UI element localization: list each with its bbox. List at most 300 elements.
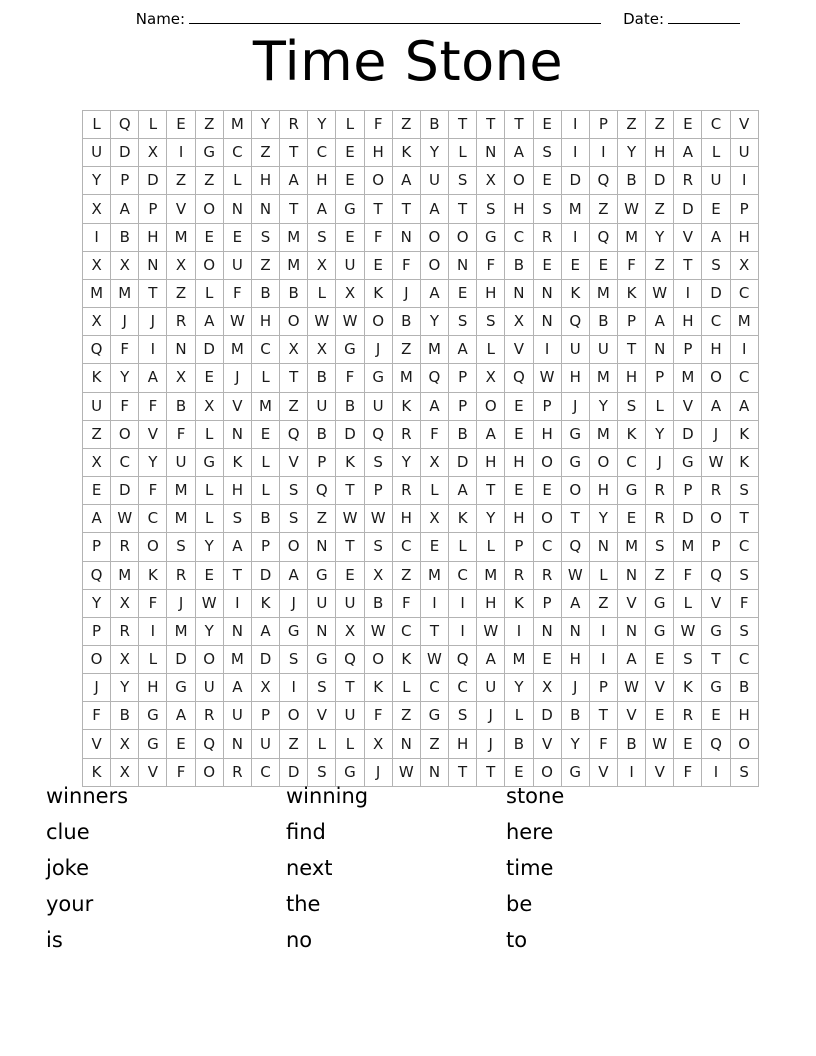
- grid-cell[interactable]: G: [702, 617, 730, 645]
- grid-cell[interactable]: W: [533, 364, 561, 392]
- word-list-item[interactable]: to: [506, 928, 528, 952]
- grid-cell[interactable]: N: [617, 561, 645, 589]
- grid-cell[interactable]: C: [251, 758, 279, 786]
- grid-cell[interactable]: B: [617, 167, 645, 195]
- grid-cell[interactable]: O: [195, 758, 223, 786]
- grid-cell[interactable]: F: [223, 279, 251, 307]
- grid-cell[interactable]: S: [364, 533, 392, 561]
- grid-cell[interactable]: P: [139, 195, 167, 223]
- grid-cell[interactable]: J: [477, 702, 505, 730]
- grid-cell[interactable]: D: [139, 167, 167, 195]
- grid-cell[interactable]: F: [392, 589, 420, 617]
- grid-cell[interactable]: F: [420, 420, 448, 448]
- grid-cell[interactable]: I: [139, 617, 167, 645]
- grid-cell[interactable]: V: [674, 392, 702, 420]
- grid-cell[interactable]: A: [674, 139, 702, 167]
- grid-cell[interactable]: G: [364, 364, 392, 392]
- grid-cell[interactable]: Q: [420, 364, 448, 392]
- grid-cell[interactable]: W: [702, 448, 730, 476]
- grid-cell[interactable]: A: [83, 505, 111, 533]
- grid-cell[interactable]: Q: [561, 308, 589, 336]
- grid-cell[interactable]: Y: [111, 674, 139, 702]
- grid-cell[interactable]: B: [111, 702, 139, 730]
- grid-cell[interactable]: W: [336, 308, 364, 336]
- grid-cell[interactable]: E: [646, 645, 674, 673]
- word-list-item[interactable]: joke: [46, 856, 90, 880]
- grid-cell[interactable]: R: [392, 420, 420, 448]
- grid-cell[interactable]: S: [223, 505, 251, 533]
- grid-cell[interactable]: A: [477, 645, 505, 673]
- grid-cell[interactable]: Y: [111, 364, 139, 392]
- grid-cell[interactable]: L: [392, 674, 420, 702]
- grid-cell[interactable]: X: [83, 195, 111, 223]
- grid-cell[interactable]: Y: [561, 730, 589, 758]
- grid-cell[interactable]: T: [336, 674, 364, 702]
- grid-cell[interactable]: L: [505, 702, 533, 730]
- grid-cell[interactable]: P: [449, 392, 477, 420]
- grid-cell[interactable]: S: [308, 223, 336, 251]
- grid-cell[interactable]: O: [533, 758, 561, 786]
- grid-cell[interactable]: U: [336, 702, 364, 730]
- grid-cell[interactable]: X: [420, 505, 448, 533]
- grid-cell[interactable]: H: [251, 167, 279, 195]
- grid-cell[interactable]: L: [589, 561, 617, 589]
- grid-cell[interactable]: O: [195, 195, 223, 223]
- grid-cell[interactable]: B: [251, 279, 279, 307]
- grid-cell[interactable]: U: [251, 730, 279, 758]
- grid-cell[interactable]: A: [111, 195, 139, 223]
- grid-cell[interactable]: L: [195, 477, 223, 505]
- grid-cell[interactable]: R: [646, 505, 674, 533]
- grid-cell[interactable]: Z: [392, 561, 420, 589]
- grid-cell[interactable]: A: [646, 308, 674, 336]
- grid-cell[interactable]: M: [420, 561, 448, 589]
- grid-cell[interactable]: M: [617, 223, 645, 251]
- grid-cell[interactable]: K: [139, 561, 167, 589]
- grid-cell[interactable]: H: [561, 364, 589, 392]
- grid-cell[interactable]: F: [364, 223, 392, 251]
- grid-cell[interactable]: J: [280, 589, 308, 617]
- grid-cell[interactable]: C: [223, 139, 251, 167]
- grid-cell[interactable]: O: [533, 505, 561, 533]
- grid-cell[interactable]: O: [280, 308, 308, 336]
- grid-cell[interactable]: T: [336, 477, 364, 505]
- grid-cell[interactable]: P: [589, 111, 617, 139]
- word-list-item[interactable]: next: [286, 856, 333, 880]
- grid-cell[interactable]: D: [533, 702, 561, 730]
- grid-cell[interactable]: G: [195, 448, 223, 476]
- grid-cell[interactable]: U: [336, 589, 364, 617]
- grid-cell[interactable]: E: [505, 477, 533, 505]
- grid-cell[interactable]: T: [477, 111, 505, 139]
- grid-cell[interactable]: E: [195, 561, 223, 589]
- grid-cell[interactable]: I: [420, 589, 448, 617]
- grid-cell[interactable]: E: [702, 702, 730, 730]
- grid-cell[interactable]: C: [392, 617, 420, 645]
- grid-cell[interactable]: G: [561, 448, 589, 476]
- grid-cell[interactable]: M: [223, 111, 251, 139]
- grid-cell[interactable]: C: [505, 223, 533, 251]
- grid-cell[interactable]: Y: [139, 448, 167, 476]
- grid-cell[interactable]: V: [223, 392, 251, 420]
- grid-cell[interactable]: Y: [646, 420, 674, 448]
- grid-cell[interactable]: F: [139, 392, 167, 420]
- grid-cell[interactable]: N: [167, 336, 195, 364]
- grid-cell[interactable]: B: [308, 420, 336, 448]
- grid-cell[interactable]: W: [617, 674, 645, 702]
- grid-cell[interactable]: Q: [364, 420, 392, 448]
- grid-cell[interactable]: S: [702, 251, 730, 279]
- grid-cell[interactable]: L: [139, 111, 167, 139]
- grid-cell[interactable]: P: [364, 477, 392, 505]
- grid-cell[interactable]: Y: [505, 674, 533, 702]
- grid-cell[interactable]: Y: [646, 223, 674, 251]
- grid-cell[interactable]: F: [617, 251, 645, 279]
- grid-cell[interactable]: R: [646, 477, 674, 505]
- grid-cell[interactable]: G: [646, 617, 674, 645]
- grid-cell[interactable]: I: [167, 139, 195, 167]
- grid-cell[interactable]: U: [83, 139, 111, 167]
- grid-cell[interactable]: F: [730, 589, 758, 617]
- grid-cell[interactable]: X: [730, 251, 758, 279]
- grid-cell[interactable]: X: [477, 364, 505, 392]
- grid-cell[interactable]: H: [308, 167, 336, 195]
- grid-cell[interactable]: S: [280, 505, 308, 533]
- grid-cell[interactable]: A: [392, 167, 420, 195]
- grid-cell[interactable]: M: [730, 308, 758, 336]
- grid-cell[interactable]: M: [167, 477, 195, 505]
- grid-cell[interactable]: I: [139, 336, 167, 364]
- grid-cell[interactable]: D: [336, 420, 364, 448]
- grid-cell[interactable]: I: [617, 758, 645, 786]
- grid-cell[interactable]: D: [111, 477, 139, 505]
- grid-cell[interactable]: M: [280, 251, 308, 279]
- grid-cell[interactable]: N: [561, 617, 589, 645]
- grid-cell[interactable]: L: [251, 477, 279, 505]
- grid-cell[interactable]: Q: [83, 561, 111, 589]
- grid-cell[interactable]: X: [420, 448, 448, 476]
- grid-cell[interactable]: M: [561, 195, 589, 223]
- date-input-line[interactable]: [668, 9, 740, 24]
- grid-cell[interactable]: D: [674, 195, 702, 223]
- grid-cell[interactable]: D: [702, 279, 730, 307]
- grid-cell[interactable]: I: [561, 223, 589, 251]
- grid-cell[interactable]: A: [505, 139, 533, 167]
- grid-cell[interactable]: C: [111, 448, 139, 476]
- grid-cell[interactable]: F: [336, 364, 364, 392]
- grid-cell[interactable]: I: [280, 674, 308, 702]
- grid-cell[interactable]: Z: [646, 561, 674, 589]
- grid-cell[interactable]: R: [195, 702, 223, 730]
- grid-cell[interactable]: P: [83, 617, 111, 645]
- grid-cell[interactable]: S: [674, 645, 702, 673]
- grid-cell[interactable]: I: [730, 336, 758, 364]
- grid-cell[interactable]: L: [449, 139, 477, 167]
- grid-cell[interactable]: S: [730, 561, 758, 589]
- grid-cell[interactable]: E: [505, 392, 533, 420]
- grid-cell[interactable]: X: [364, 561, 392, 589]
- grid-cell[interactable]: E: [617, 505, 645, 533]
- grid-cell[interactable]: G: [167, 674, 195, 702]
- grid-cell[interactable]: B: [336, 392, 364, 420]
- grid-cell[interactable]: L: [702, 139, 730, 167]
- grid-cell[interactable]: U: [83, 392, 111, 420]
- grid-cell[interactable]: Z: [392, 111, 420, 139]
- grid-cell[interactable]: R: [223, 758, 251, 786]
- grid-cell[interactable]: D: [280, 758, 308, 786]
- grid-cell[interactable]: G: [617, 477, 645, 505]
- grid-cell[interactable]: O: [730, 730, 758, 758]
- grid-cell[interactable]: K: [392, 645, 420, 673]
- grid-cell[interactable]: F: [392, 251, 420, 279]
- grid-cell[interactable]: J: [561, 674, 589, 702]
- grid-cell[interactable]: L: [195, 279, 223, 307]
- grid-cell[interactable]: M: [280, 223, 308, 251]
- grid-cell[interactable]: I: [702, 758, 730, 786]
- grid-cell[interactable]: N: [308, 617, 336, 645]
- grid-cell[interactable]: Z: [392, 702, 420, 730]
- grid-cell[interactable]: J: [702, 420, 730, 448]
- grid-cell[interactable]: L: [195, 505, 223, 533]
- grid-cell[interactable]: O: [449, 223, 477, 251]
- grid-cell[interactable]: K: [449, 505, 477, 533]
- word-list-item[interactable]: the: [286, 892, 321, 916]
- grid-cell[interactable]: O: [83, 645, 111, 673]
- grid-cell[interactable]: R: [111, 533, 139, 561]
- grid-cell[interactable]: B: [364, 589, 392, 617]
- grid-cell[interactable]: A: [420, 195, 448, 223]
- grid-cell[interactable]: N: [533, 279, 561, 307]
- grid-cell[interactable]: W: [223, 308, 251, 336]
- grid-cell[interactable]: C: [702, 308, 730, 336]
- grid-cell[interactable]: E: [505, 758, 533, 786]
- grid-cell[interactable]: M: [223, 645, 251, 673]
- grid-cell[interactable]: X: [139, 139, 167, 167]
- grid-cell[interactable]: F: [167, 420, 195, 448]
- grid-cell[interactable]: N: [646, 336, 674, 364]
- grid-cell[interactable]: X: [167, 251, 195, 279]
- grid-cell[interactable]: M: [589, 364, 617, 392]
- grid-cell[interactable]: G: [308, 645, 336, 673]
- grid-cell[interactable]: F: [364, 111, 392, 139]
- grid-cell[interactable]: E: [533, 477, 561, 505]
- grid-cell[interactable]: D: [646, 167, 674, 195]
- grid-cell[interactable]: C: [308, 139, 336, 167]
- grid-cell[interactable]: Q: [336, 645, 364, 673]
- grid-cell[interactable]: A: [167, 702, 195, 730]
- grid-cell[interactable]: Z: [617, 111, 645, 139]
- grid-cell[interactable]: X: [111, 730, 139, 758]
- grid-cell[interactable]: L: [477, 336, 505, 364]
- grid-cell[interactable]: B: [589, 308, 617, 336]
- grid-cell[interactable]: O: [589, 448, 617, 476]
- grid-cell[interactable]: W: [617, 195, 645, 223]
- grid-cell[interactable]: I: [223, 589, 251, 617]
- grid-cell[interactable]: V: [617, 702, 645, 730]
- grid-cell[interactable]: G: [646, 589, 674, 617]
- grid-cell[interactable]: X: [336, 279, 364, 307]
- grid-cell[interactable]: N: [533, 308, 561, 336]
- grid-cell[interactable]: Q: [589, 223, 617, 251]
- grid-cell[interactable]: B: [167, 392, 195, 420]
- grid-cell[interactable]: X: [83, 251, 111, 279]
- grid-cell[interactable]: Q: [308, 477, 336, 505]
- grid-cell[interactable]: H: [449, 730, 477, 758]
- grid-cell[interactable]: H: [477, 448, 505, 476]
- grid-cell[interactable]: T: [223, 561, 251, 589]
- grid-cell[interactable]: V: [646, 758, 674, 786]
- grid-cell[interactable]: P: [617, 308, 645, 336]
- grid-cell[interactable]: J: [392, 279, 420, 307]
- grid-cell[interactable]: B: [420, 111, 448, 139]
- grid-cell[interactable]: M: [251, 392, 279, 420]
- grid-cell[interactable]: O: [561, 477, 589, 505]
- grid-cell[interactable]: C: [449, 561, 477, 589]
- grid-cell[interactable]: K: [730, 420, 758, 448]
- grid-cell[interactable]: M: [392, 364, 420, 392]
- grid-cell[interactable]: M: [617, 533, 645, 561]
- grid-cell[interactable]: E: [449, 279, 477, 307]
- grid-cell[interactable]: L: [195, 420, 223, 448]
- grid-cell[interactable]: Y: [308, 111, 336, 139]
- grid-cell[interactable]: G: [308, 561, 336, 589]
- grid-cell[interactable]: W: [336, 505, 364, 533]
- grid-cell[interactable]: E: [364, 251, 392, 279]
- grid-cell[interactable]: U: [223, 702, 251, 730]
- grid-cell[interactable]: R: [111, 617, 139, 645]
- grid-cell[interactable]: I: [83, 223, 111, 251]
- grid-cell[interactable]: E: [336, 139, 364, 167]
- grid-cell[interactable]: U: [336, 251, 364, 279]
- grid-cell[interactable]: Z: [589, 195, 617, 223]
- grid-cell[interactable]: S: [308, 758, 336, 786]
- grid-cell[interactable]: H: [505, 195, 533, 223]
- grid-cell[interactable]: M: [111, 561, 139, 589]
- grid-cell[interactable]: X: [195, 392, 223, 420]
- grid-cell[interactable]: B: [280, 279, 308, 307]
- grid-cell[interactable]: G: [280, 617, 308, 645]
- grid-cell[interactable]: M: [505, 645, 533, 673]
- grid-cell[interactable]: G: [702, 674, 730, 702]
- grid-cell[interactable]: G: [336, 336, 364, 364]
- grid-cell[interactable]: Y: [589, 505, 617, 533]
- grid-cell[interactable]: G: [561, 420, 589, 448]
- grid-cell[interactable]: N: [223, 730, 251, 758]
- grid-cell[interactable]: M: [674, 533, 702, 561]
- grid-cell[interactable]: H: [674, 308, 702, 336]
- grid-cell[interactable]: V: [505, 336, 533, 364]
- grid-cell[interactable]: K: [223, 448, 251, 476]
- grid-cell[interactable]: E: [533, 167, 561, 195]
- grid-cell[interactable]: T: [617, 336, 645, 364]
- grid-cell[interactable]: O: [420, 223, 448, 251]
- grid-cell[interactable]: E: [336, 167, 364, 195]
- grid-cell[interactable]: H: [392, 505, 420, 533]
- grid-cell[interactable]: G: [195, 139, 223, 167]
- grid-cell[interactable]: Z: [251, 139, 279, 167]
- grid-cell[interactable]: O: [420, 251, 448, 279]
- grid-cell[interactable]: E: [223, 223, 251, 251]
- grid-cell[interactable]: Z: [420, 730, 448, 758]
- grid-cell[interactable]: U: [195, 674, 223, 702]
- grid-cell[interactable]: S: [280, 645, 308, 673]
- grid-cell[interactable]: H: [505, 505, 533, 533]
- grid-cell[interactable]: T: [336, 533, 364, 561]
- grid-cell[interactable]: I: [561, 111, 589, 139]
- grid-cell[interactable]: Z: [280, 392, 308, 420]
- grid-cell[interactable]: Y: [420, 308, 448, 336]
- grid-cell[interactable]: S: [308, 674, 336, 702]
- grid-cell[interactable]: E: [167, 730, 195, 758]
- grid-cell[interactable]: X: [280, 336, 308, 364]
- grid-cell[interactable]: X: [308, 336, 336, 364]
- grid-cell[interactable]: H: [617, 364, 645, 392]
- grid-cell[interactable]: O: [139, 533, 167, 561]
- grid-cell[interactable]: H: [505, 448, 533, 476]
- grid-cell[interactable]: C: [139, 505, 167, 533]
- grid-cell[interactable]: H: [139, 223, 167, 251]
- grid-cell[interactable]: E: [589, 251, 617, 279]
- grid-cell[interactable]: L: [449, 533, 477, 561]
- word-list-item[interactable]: be: [506, 892, 533, 916]
- grid-cell[interactable]: V: [646, 674, 674, 702]
- grid-cell[interactable]: N: [223, 195, 251, 223]
- grid-cell[interactable]: H: [477, 279, 505, 307]
- grid-cell[interactable]: Y: [195, 617, 223, 645]
- grid-cell[interactable]: D: [195, 336, 223, 364]
- grid-cell[interactable]: H: [589, 477, 617, 505]
- grid-cell[interactable]: J: [83, 674, 111, 702]
- grid-cell[interactable]: G: [139, 702, 167, 730]
- grid-cell[interactable]: V: [83, 730, 111, 758]
- grid-cell[interactable]: R: [533, 223, 561, 251]
- grid-cell[interactable]: V: [167, 195, 195, 223]
- grid-cell[interactable]: X: [167, 364, 195, 392]
- grid-cell[interactable]: C: [730, 533, 758, 561]
- grid-cell[interactable]: C: [420, 674, 448, 702]
- grid-cell[interactable]: M: [223, 336, 251, 364]
- grid-cell[interactable]: J: [561, 392, 589, 420]
- grid-cell[interactable]: S: [449, 167, 477, 195]
- grid-cell[interactable]: N: [420, 758, 448, 786]
- grid-cell[interactable]: A: [251, 617, 279, 645]
- grid-cell[interactable]: K: [83, 364, 111, 392]
- grid-cell[interactable]: J: [477, 730, 505, 758]
- grid-cell[interactable]: R: [533, 561, 561, 589]
- grid-cell[interactable]: T: [589, 702, 617, 730]
- grid-cell[interactable]: V: [702, 589, 730, 617]
- grid-cell[interactable]: Q: [589, 167, 617, 195]
- grid-cell[interactable]: W: [477, 617, 505, 645]
- grid-cell[interactable]: U: [308, 589, 336, 617]
- grid-cell[interactable]: L: [139, 645, 167, 673]
- grid-cell[interactable]: J: [364, 758, 392, 786]
- grid-cell[interactable]: O: [702, 505, 730, 533]
- grid-cell[interactable]: S: [646, 533, 674, 561]
- grid-cell[interactable]: Y: [420, 139, 448, 167]
- grid-cell[interactable]: Q: [505, 364, 533, 392]
- grid-cell[interactable]: K: [617, 420, 645, 448]
- grid-cell[interactable]: W: [674, 617, 702, 645]
- grid-cell[interactable]: H: [702, 336, 730, 364]
- grid-cell[interactable]: Y: [617, 139, 645, 167]
- grid-cell[interactable]: T: [505, 111, 533, 139]
- grid-cell[interactable]: E: [251, 420, 279, 448]
- grid-cell[interactable]: B: [449, 420, 477, 448]
- grid-cell[interactable]: Q: [702, 730, 730, 758]
- grid-cell[interactable]: Z: [646, 251, 674, 279]
- grid-cell[interactable]: M: [477, 561, 505, 589]
